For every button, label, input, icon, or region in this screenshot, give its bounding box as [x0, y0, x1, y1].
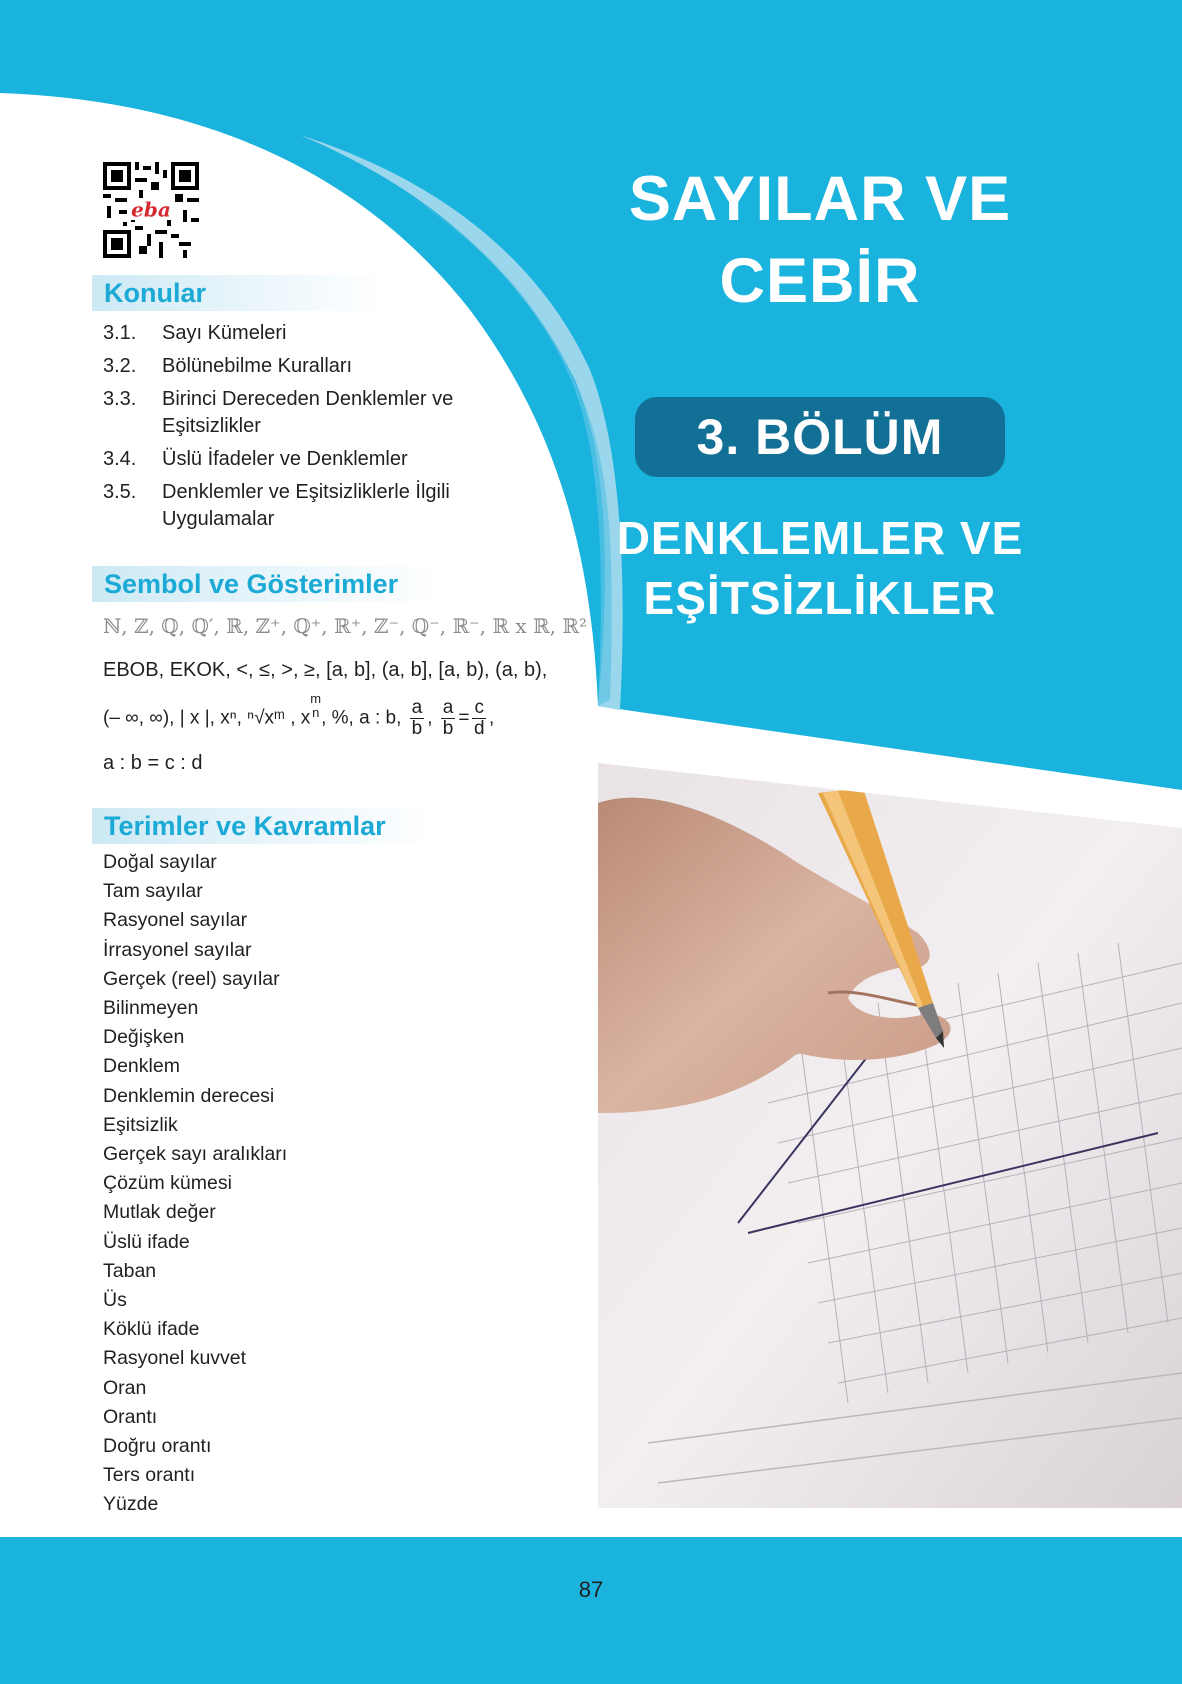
- topic-text: Birinci Dereceden Denklemler ve Eşitsizlikler: [162, 388, 454, 437]
- fraction-c-d: $\frac{c}{d}$: [473, 697, 485, 739]
- topic-text: Üslü İfadeler ve Denklemler: [162, 448, 408, 470]
- term-item: Çözüm kümesi: [103, 1172, 232, 1195]
- term-item: Bilinmeyen: [103, 997, 199, 1019]
- number-sets-line: ℕ, ℤ, ℚ, ℚ′, ℝ, ℤ⁺, ℚ⁺, ℝ⁺, ℤ⁻, ℚ⁻, ℝ⁻, ℝ x ℝ, ℝ²: [103, 614, 587, 638]
- konular-heading: Konular: [92, 275, 434, 311]
- topic-number: 3.2.: [103, 355, 137, 377]
- chapter-title-line1: DENKLEMLER VE: [616, 512, 1024, 564]
- topic-number: 3.4.: [103, 448, 137, 470]
- term-item: İrrasyonel sayılar: [103, 938, 252, 961]
- term-item: Üslü ifade: [103, 1230, 190, 1253]
- term-item: Doğru orantı: [103, 1435, 212, 1457]
- main-title-line1: SAYILAR VE: [628, 164, 1012, 234]
- qr-code-icon[interactable]: [103, 162, 199, 258]
- term-item: Oran: [103, 1376, 147, 1399]
- chapter-title: [590, 508, 1050, 628]
- main-title: [590, 158, 1050, 322]
- term-item: Rasyonel kuvvet: [103, 1347, 247, 1370]
- chapter-title-line2: EŞİTSİZLİKLER: [643, 572, 997, 624]
- term-item: Köklü ifade: [103, 1318, 200, 1341]
- term-item: Yüzde: [103, 1493, 159, 1516]
- chapter-badge: 3. BÖLÜM: [635, 397, 1005, 477]
- term-item: Denklemin derecesi: [103, 1084, 275, 1107]
- symbols-line-3-part1: (– ∞, ∞), | x |, xⁿ, ⁿ√xᵐ , x: [103, 707, 311, 729]
- symbols-line-3-part2: , %, a : b,: [321, 707, 402, 729]
- symbols-line-4: a : b = c : d: [103, 752, 203, 774]
- fraction-a-b: $\frac{a}{b}$: [411, 697, 423, 739]
- term-item: Değişken: [103, 1026, 185, 1049]
- hand-writing-photo: [598, 763, 1182, 1508]
- qr-logo-text: eba: [131, 197, 171, 222]
- exponent-bottom: n: [312, 705, 320, 720]
- term-item: Mutlak değer: [103, 1201, 216, 1224]
- exponent-top: m: [310, 691, 322, 706]
- topic-text: Sayı Kümeleri: [162, 322, 287, 344]
- term-item: Orantı: [103, 1405, 158, 1428]
- term-item: Doğal sayılar: [103, 851, 217, 873]
- term-item: Ters orantı: [103, 1464, 196, 1487]
- terimler-heading: Terimler ve Kavramlar: [92, 808, 494, 844]
- topic-text: Bölünebilme Kuralları: [162, 355, 353, 377]
- fraction-a-b: $\frac{a}{b}$: [442, 697, 454, 739]
- term-item: Üs: [103, 1289, 127, 1311]
- term-item: Tam sayılar: [103, 880, 203, 903]
- semboller-heading: Sembol ve Gösterimler: [92, 566, 504, 602]
- term-item: Rasyonel sayılar: [103, 909, 248, 932]
- topic-number: 3.3.: [103, 388, 137, 410]
- term-item: Gerçek sayı aralıkları: [103, 1143, 288, 1165]
- symbols-line-2: EBOB, EKOK, <, ≤, >, ≥, [a, b], (a, b], [a, b), (a, b),: [103, 659, 548, 681]
- main-title-line2: CEBİR: [719, 246, 921, 316]
- term-item: Gerçek (reel) sayılar: [103, 967, 280, 990]
- term-item: Denklem: [103, 1055, 180, 1078]
- symbols-line-3: (– ∞, ∞), | x |, xⁿ, ⁿ√xᵐ , x m n , %, a : b, $\frac{a}{b}$ , $\frac{a}{b}$ = $\frac{c}{d}$ ,: [103, 691, 495, 739]
- topic-number: 3.5.: [103, 481, 137, 503]
- topic-number: 3.1.: [103, 322, 137, 344]
- term-item: Eşitsizlik: [103, 1113, 178, 1136]
- topic-text: Denklemler ve Eşitsizliklerle İlgili Uygulamalar: [162, 481, 450, 530]
- page-number: 87: [578, 1577, 604, 1602]
- term-item: Taban: [103, 1259, 157, 1282]
